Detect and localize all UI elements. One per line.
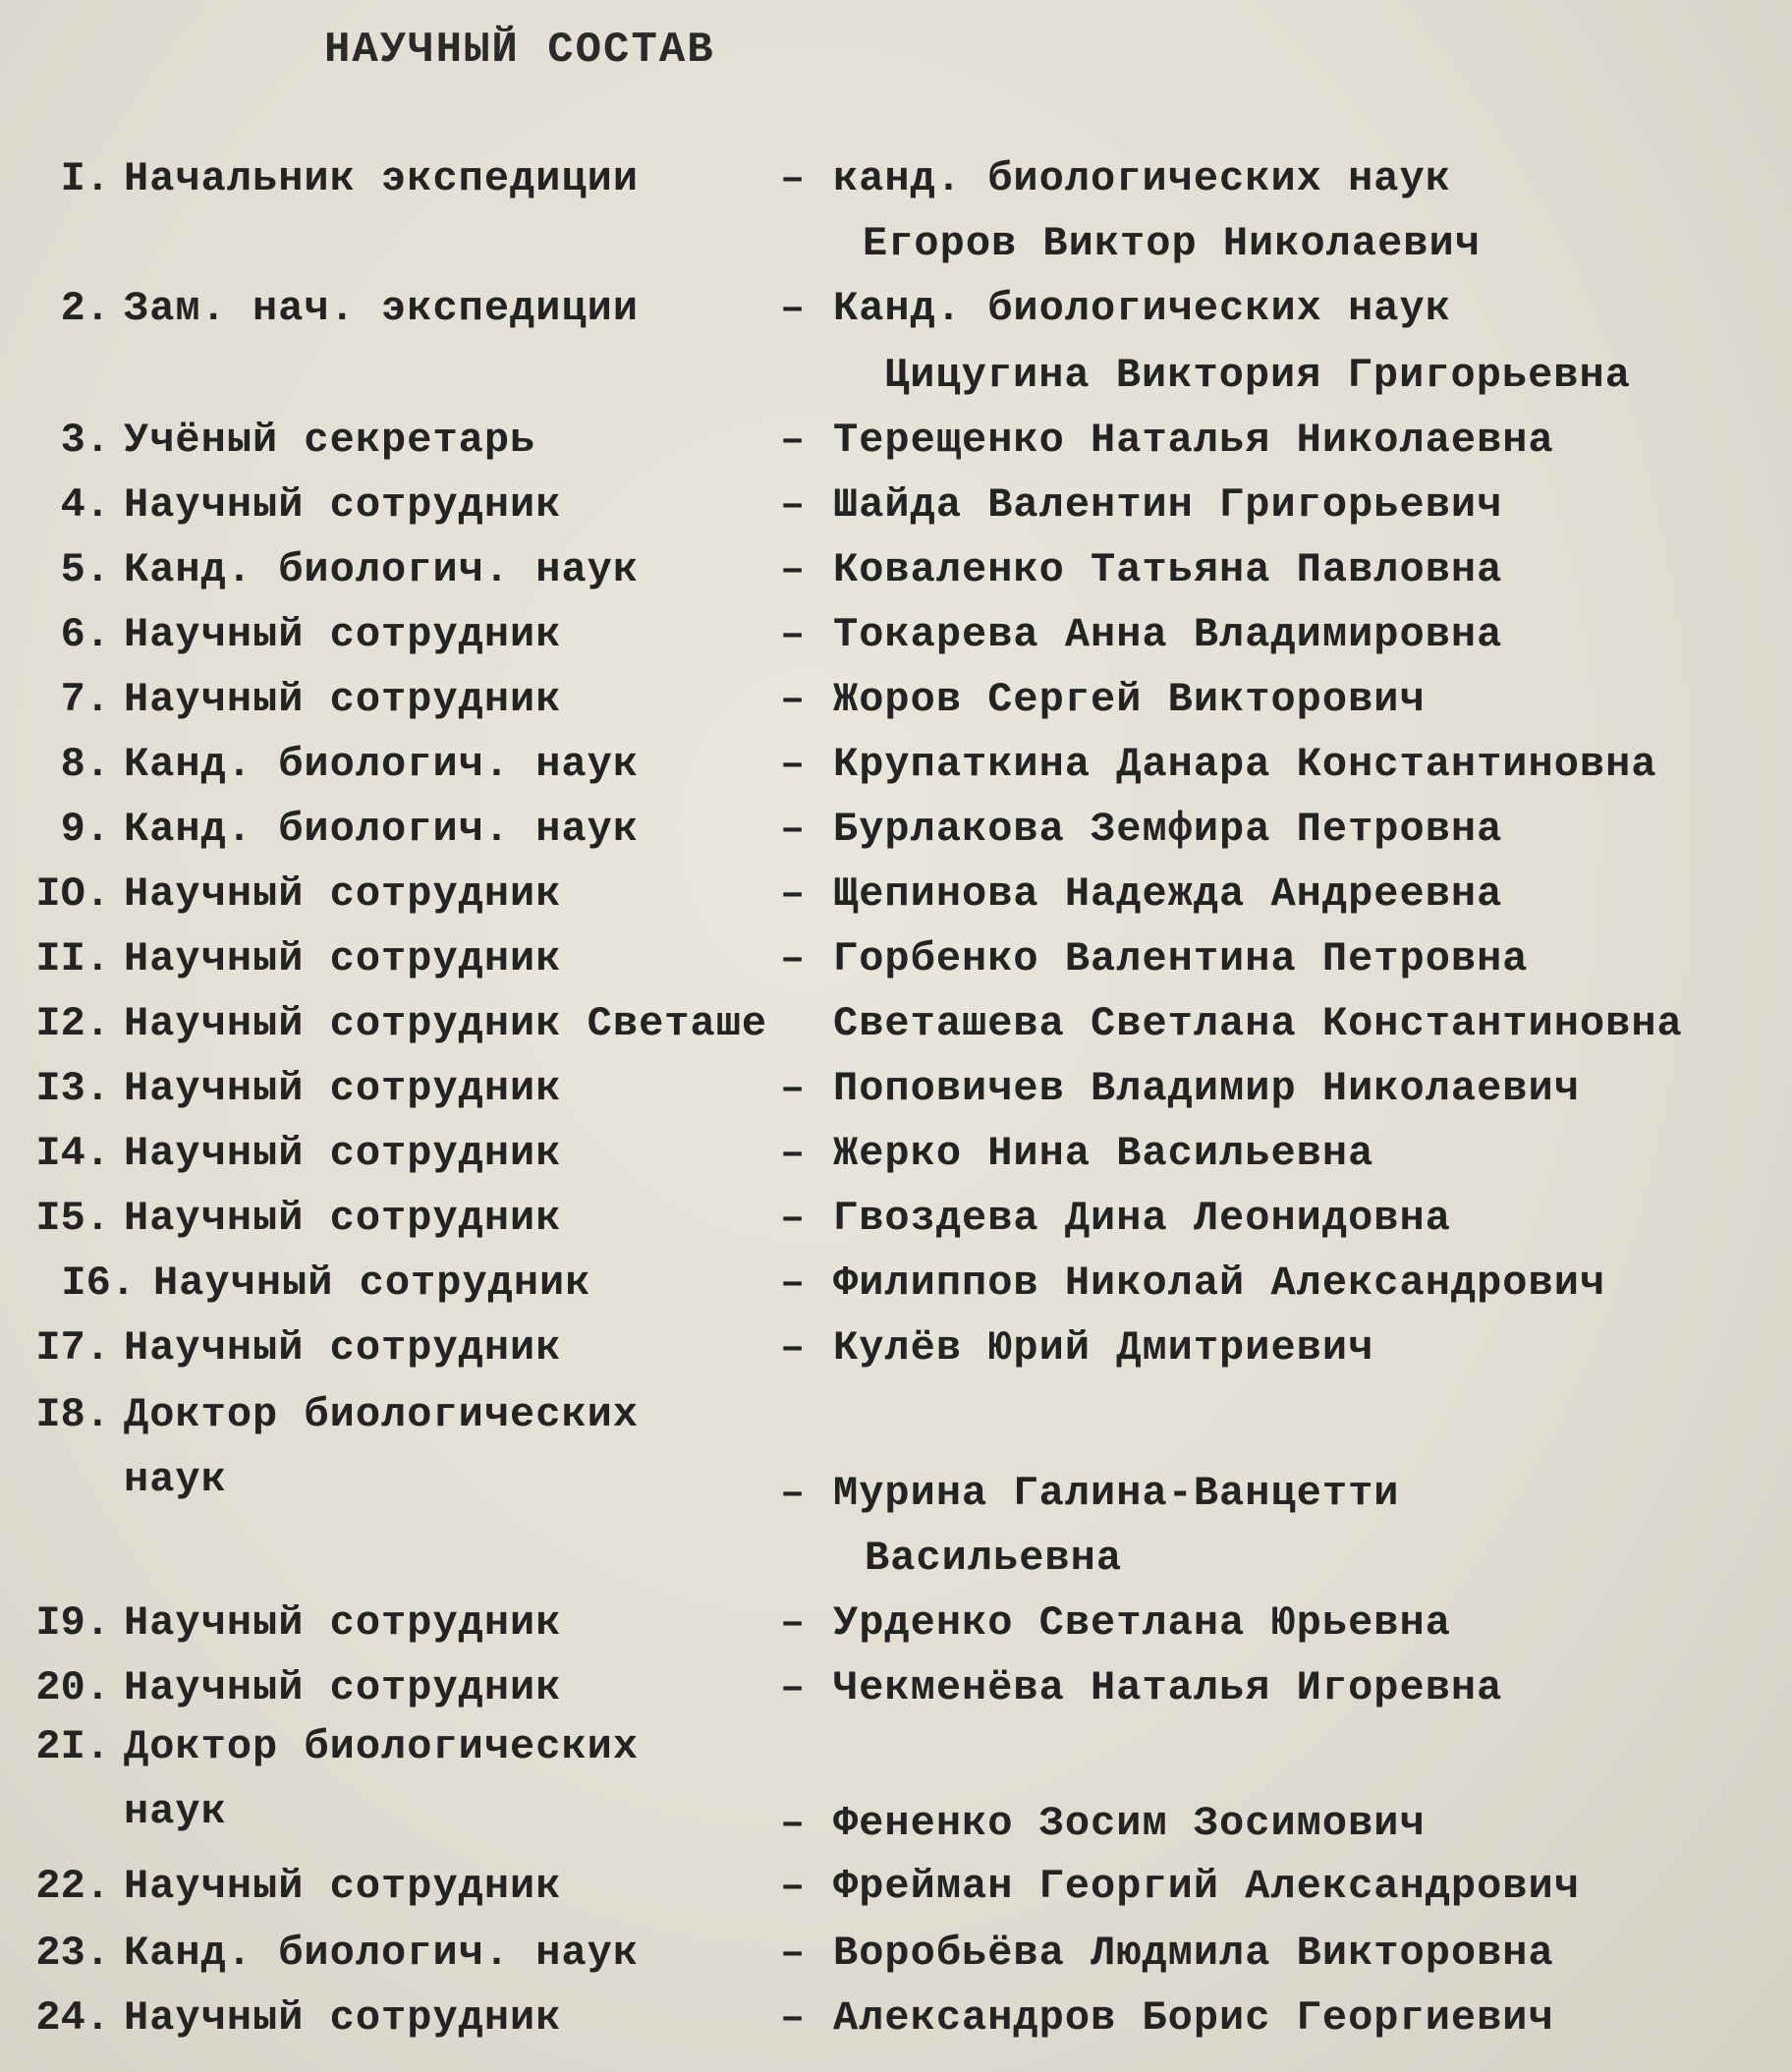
entry-number: 24. bbox=[35, 1994, 110, 2042]
entry-name: Шайда Валентин Григорьевич bbox=[833, 481, 1503, 529]
entry-dash: – bbox=[780, 417, 806, 464]
entry-number: I2. bbox=[35, 1000, 110, 1047]
entry-role: Научный сотрудник bbox=[124, 481, 562, 529]
entry-role: Научный сотрудник bbox=[124, 935, 562, 982]
entry-role: Научный сотрудник bbox=[124, 1664, 562, 1711]
document-title: НАУЧНЫЙ СОСТАВ bbox=[324, 26, 715, 75]
entry-number: I7. bbox=[35, 1324, 110, 1372]
entry-name: Коваленко Татьяна Павловна bbox=[833, 546, 1503, 593]
entry-dash: – bbox=[780, 1994, 806, 2042]
entry-name: Жерко Нина Васильевна bbox=[833, 1130, 1374, 1177]
entry-dash: – bbox=[780, 481, 806, 529]
entry-dash: – bbox=[780, 546, 806, 593]
entry-name: Терещенко Наталья Николаевна bbox=[833, 417, 1554, 464]
entry-dash: – bbox=[780, 1664, 806, 1711]
entry-dash: – bbox=[780, 1470, 806, 1517]
entry-number: 9. bbox=[60, 806, 110, 853]
entry-dash: – bbox=[780, 676, 806, 723]
entry-dash: – bbox=[780, 741, 806, 788]
entry-number: I3. bbox=[35, 1065, 110, 1112]
entry-dash: – bbox=[780, 870, 806, 918]
entry-number: I6. bbox=[61, 1260, 136, 1307]
entry-number: 3. bbox=[60, 417, 110, 464]
entry-name: Кулёв Юрий Дмитриевич bbox=[833, 1324, 1374, 1372]
entry-role: Канд. биологич. наук bbox=[124, 741, 640, 788]
entry-name: Щепинова Надежда Андреевна bbox=[833, 870, 1503, 918]
entry-role: Канд. биологич. наук bbox=[124, 1930, 640, 1977]
entry-number: IO. bbox=[35, 870, 110, 918]
entry-role: Научный сотрудник bbox=[124, 1324, 562, 1372]
entry-dash: – bbox=[780, 155, 806, 202]
entry-role: Научный сотрудник bbox=[124, 676, 562, 723]
entry-number: I8. bbox=[35, 1391, 110, 1438]
entry-name: Крупаткина Данара Константиновна bbox=[833, 741, 1657, 788]
entry-name: Токарева Анна Владимировна bbox=[833, 611, 1503, 658]
entry-dash: – bbox=[780, 1195, 806, 1242]
entry-dash: – bbox=[780, 1065, 806, 1112]
entry-role: Научный сотрудник Светаше bbox=[124, 1000, 768, 1047]
entry-number: I9. bbox=[35, 1599, 110, 1647]
entry-name: Филиппов Николай Александрович bbox=[833, 1260, 1606, 1307]
entry-name: Канд. биологических наук bbox=[833, 285, 1451, 332]
entry-name: Мурина Галина-Ванцетти bbox=[833, 1470, 1400, 1517]
entry-number: 5. bbox=[60, 546, 110, 593]
entry-dash: – bbox=[780, 1324, 806, 1372]
entry-role: Доктор биологических bbox=[124, 1391, 640, 1438]
entry-role: Научный сотрудник bbox=[124, 870, 562, 918]
entry-name: Бурлакова Земфира Петровна bbox=[833, 806, 1503, 853]
entry-name: Воробьёва Людмила Викторовна bbox=[833, 1930, 1554, 1977]
entry-name-line2: Егоров Виктор Николаевич bbox=[863, 220, 1481, 267]
entry-number: 8. bbox=[60, 741, 110, 788]
entry-role: Научный сотрудник bbox=[124, 1130, 562, 1177]
entry-number: I. bbox=[60, 155, 110, 202]
entry-dash: – bbox=[780, 611, 806, 658]
entry-role: Зам. нач. экспедиции bbox=[124, 285, 640, 332]
entry-number: II. bbox=[35, 935, 110, 982]
entry-number: I5. bbox=[35, 1195, 110, 1242]
entry-role: Научный сотрудник bbox=[124, 1195, 562, 1242]
entry-role: Доктор биологических bbox=[124, 1723, 640, 1770]
entry-role: Научный сотрудник bbox=[124, 1599, 562, 1647]
entry-number: 2I. bbox=[35, 1723, 110, 1770]
entry-role: Учёный секретарь bbox=[124, 417, 536, 464]
entry-name: Светашева Светлана Константиновна bbox=[833, 1000, 1683, 1047]
entry-number: 6. bbox=[60, 611, 110, 658]
entry-role-line2: наук bbox=[124, 1456, 227, 1503]
entry-role: Научный сотрудник bbox=[124, 1994, 562, 2042]
entry-number: 20. bbox=[35, 1664, 110, 1711]
entry-name: Поповичев Владимир Николаевич bbox=[833, 1065, 1580, 1112]
entry-number: 4. bbox=[60, 481, 110, 529]
entry-role: Научный сотрудник bbox=[153, 1260, 591, 1307]
entry-role: Научный сотрудник bbox=[124, 1065, 562, 1112]
entry-name: Фрейман Георгий Александрович bbox=[833, 1863, 1580, 1910]
entry-number: 22. bbox=[35, 1863, 110, 1910]
entry-dash: – bbox=[780, 1800, 806, 1847]
entry-name: Чекменёва Наталья Игоревна bbox=[833, 1664, 1503, 1711]
entry-name: Александров Борис Георгиевич bbox=[833, 1994, 1554, 2042]
entry-name: Горбенко Валентина Петровна bbox=[833, 935, 1529, 982]
entry-dash: – bbox=[780, 1599, 806, 1647]
entry-number: 23. bbox=[35, 1930, 110, 1977]
entry-role-line2: наук bbox=[124, 1788, 227, 1835]
entry-number: 2. bbox=[60, 285, 110, 332]
entry-dash: – bbox=[780, 1930, 806, 1977]
entry-dash: – bbox=[780, 1863, 806, 1910]
entry-role: Научный сотрудник bbox=[124, 611, 562, 658]
entry-name-line2: Васильевна bbox=[865, 1535, 1123, 1582]
entry-name-line2: Цицугина Виктория Григорьевна bbox=[884, 352, 1631, 399]
entry-name: канд. биологических наук bbox=[833, 155, 1451, 202]
entry-role: Канд. биологич. наук bbox=[124, 546, 640, 593]
entry-name: Гвоздева Дина Леонидовна bbox=[833, 1195, 1451, 1242]
entry-dash: – bbox=[780, 285, 806, 332]
entry-dash: – bbox=[780, 1130, 806, 1177]
entry-name: Фененко Зосим Зосимович bbox=[833, 1800, 1426, 1847]
entry-role: Канд. биологич. наук bbox=[124, 806, 640, 853]
entry-name: Урденко Светлана Юрьевна bbox=[833, 1599, 1451, 1647]
entry-name: Жоров Сергей Викторович bbox=[833, 676, 1426, 723]
entry-dash: – bbox=[780, 806, 806, 853]
entry-role: Начальник экспедиции bbox=[124, 155, 640, 202]
entry-number: 7. bbox=[60, 676, 110, 723]
entry-role: Научный сотрудник bbox=[124, 1863, 562, 1910]
entry-dash: – bbox=[780, 1260, 806, 1307]
entry-number: I4. bbox=[35, 1130, 110, 1177]
entry-dash: – bbox=[780, 935, 806, 982]
